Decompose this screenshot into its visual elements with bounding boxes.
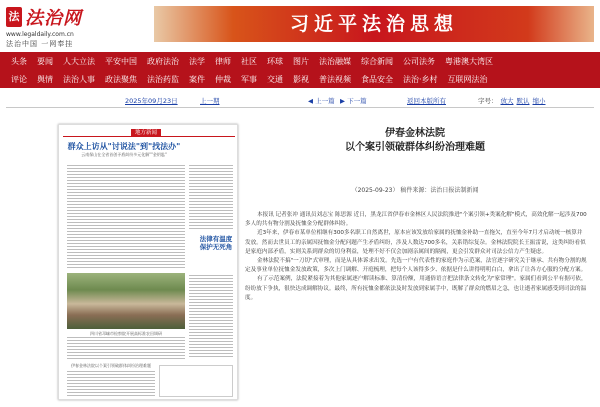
nav-item[interactable]: 法治融媒 <box>319 56 351 66</box>
paper-photo <box>67 273 185 329</box>
paper-text-block <box>67 371 155 397</box>
issue-date-link[interactable]: 2025年09月23日 <box>125 97 178 105</box>
nav-item[interactable]: 政法聚焦 <box>105 74 137 84</box>
back-to-page-link[interactable]: 返回本版所有 <box>407 97 446 105</box>
nav-item[interactable]: 法学 <box>189 56 205 66</box>
nav-item[interactable]: 粤港澳大湾区 <box>445 56 493 66</box>
nav-row-1 <box>0 52 600 70</box>
site-header <box>0 0 600 52</box>
nav-item[interactable]: 军事 <box>241 74 257 84</box>
site-logo[interactable] <box>6 4 116 48</box>
nav-item[interactable]: 普法视频 <box>319 74 351 84</box>
article-title-line-2: 以个案引领破群体纠纷治理难题 <box>345 142 485 153</box>
nav-item[interactable]: 综合新闻 <box>361 56 393 66</box>
issue-toolbar <box>0 94 600 107</box>
nav-item[interactable]: 互联网法治 <box>447 74 488 84</box>
prev-article-link[interactable]: ◀ 上一篇 <box>308 97 335 105</box>
paper-photo-caption: 四川省邛崃市检察院开展高标准农田调研 <box>90 331 162 336</box>
nav-item[interactable]: 平安中国 <box>105 56 137 66</box>
article-body <box>245 211 587 303</box>
font-size-default[interactable]: 默认 <box>516 97 530 105</box>
logo-mark-icon: 法 <box>6 7 22 27</box>
prev-issue-link[interactable]: 上一期 <box>200 97 220 105</box>
paper-text-block <box>189 275 233 359</box>
nav-item[interactable]: 评论 <box>11 74 27 84</box>
nav-item[interactable]: 律师 <box>215 56 231 66</box>
article-paragraph: 金林法院不搞"一刀切"式审理，而是从具体诉求出发。先选一户有代表性的家庭作为示范案，法官逐字研究关于继承、共有物分割的规定及事业单位抚恤金发放政策，多次上门调解、开庭梳理，把每个人该得多少、依据是什么讲得明明白白，拿出了让各方心服的分配方案。 <box>245 258 587 274</box>
article-paragraph: 本报讯 记者张冲 通讯员刘志宝 陈思源 近日，黑龙江省伊春市金林区人民法院推进"个案引领+类案化解"模式，高效化解一起涉及700多人的共有物分割及抚恤金分配群体纠纷。 <box>245 212 587 228</box>
article-title-line-1: 伊春金林法院 <box>385 128 445 139</box>
paper-lead-headline[interactable]: 群众上访从"讨说法"到"找法办" <box>67 142 181 151</box>
nav-item[interactable]: 法治人事 <box>63 74 95 84</box>
next-article-link[interactable]: ▶ 下一篇 <box>340 97 367 105</box>
font-size-smaller[interactable]: 缩小 <box>532 97 546 105</box>
paper-lead-subline: 云南保山在全省首创矛盾纠纷多元化解""金钥匙" <box>81 152 167 157</box>
paper-side-headline[interactable]: 法律有温度 保护无死角 <box>199 235 233 251</box>
paper-text-block <box>189 165 233 231</box>
nav-item[interactable]: 要闻 <box>37 56 53 66</box>
site-slogan: 法治中国 一网奉挂 <box>6 40 74 48</box>
logo-name: 法治网 <box>25 8 82 29</box>
article-paragraph: 近3年来，伊春市某单位相继有300多名职工自然离世，原本应该发放给家属的抚恤金补助一直拖欠，直至今年7月才启动统一核算并发放。然而去世员工的亲属因抚恤金分配问题产生矛盾纠纷，涉及人数达700多名，关系错综复杂。金林法院院长王振雷说，这类纠纷看似是家庭内部矛盾，实则关系到群众的切身利益，处理不好不仅会加剧亲属间的隔阂，更会引发群众对司法公信力产生疑虑。 <box>245 230 586 255</box>
nav-item[interactable]: 人大立法 <box>63 56 95 66</box>
nav-item[interactable]: 头条 <box>11 56 27 66</box>
nav-item[interactable]: 社区 <box>241 56 257 66</box>
nav-item[interactable]: 图片 <box>293 56 309 66</box>
nav-item[interactable]: 交通 <box>267 74 283 84</box>
font-size-larger[interactable]: 放大 <box>500 97 514 105</box>
logo-main <box>6 4 116 30</box>
nav-item[interactable]: 法治药监 <box>147 74 179 84</box>
newspaper-page-thumbnail[interactable] <box>58 124 238 400</box>
article-paragraph: 有了示范案例，法院紧接着为其他家属逐户解读标准、算清份额，用通俗语言把法律条文转化为"家常理"。家属们看到公平有据可依，纷纷放下争执，很快达成调解协议。最终，所有抚恤金都依法及时发放到家属手中，既解了群众的燃眉之急，也让逝者家属感受到司法的温度。 <box>245 276 587 301</box>
nav-item[interactable]: 公司法务 <box>403 56 435 66</box>
nav-row-2 <box>0 70 600 88</box>
article-meta: （2025-09-23） 稿件来源：法治日报法制新闻 <box>351 187 479 194</box>
font-size-label: 字号： <box>478 97 498 105</box>
nav-item[interactable]: 食品安全 <box>361 74 393 84</box>
paper-text-block <box>67 165 185 269</box>
nav-item[interactable]: 案件 <box>189 74 205 84</box>
paper-section-name: 地方新闻 <box>131 129 161 137</box>
paper-bottom-article-label[interactable]: 伊春金林法院以个案引领破群体纠纷治理难题 <box>71 363 151 368</box>
nav-item[interactable]: 环球 <box>267 56 283 66</box>
nav-item[interactable]: 影视 <box>293 74 309 84</box>
site-url: www.legaldaily.com.cn <box>6 31 74 38</box>
header-banner[interactable]: 习近平法治思想 <box>154 6 594 42</box>
paper-text-block <box>67 337 185 359</box>
nav-item[interactable]: 仲裁 <box>215 74 231 84</box>
nav-item[interactable]: 舆情 <box>37 74 53 84</box>
paper-section-header <box>63 129 235 137</box>
toolbar-divider <box>6 107 594 108</box>
main-nav <box>0 52 600 88</box>
nav-item[interactable]: 政府法治 <box>147 56 179 66</box>
nav-item[interactable]: 法治·乡村 <box>403 74 438 84</box>
font-size-controls <box>478 96 546 105</box>
paper-bottom-box[interactable] <box>159 365 233 397</box>
article-title <box>245 128 585 154</box>
